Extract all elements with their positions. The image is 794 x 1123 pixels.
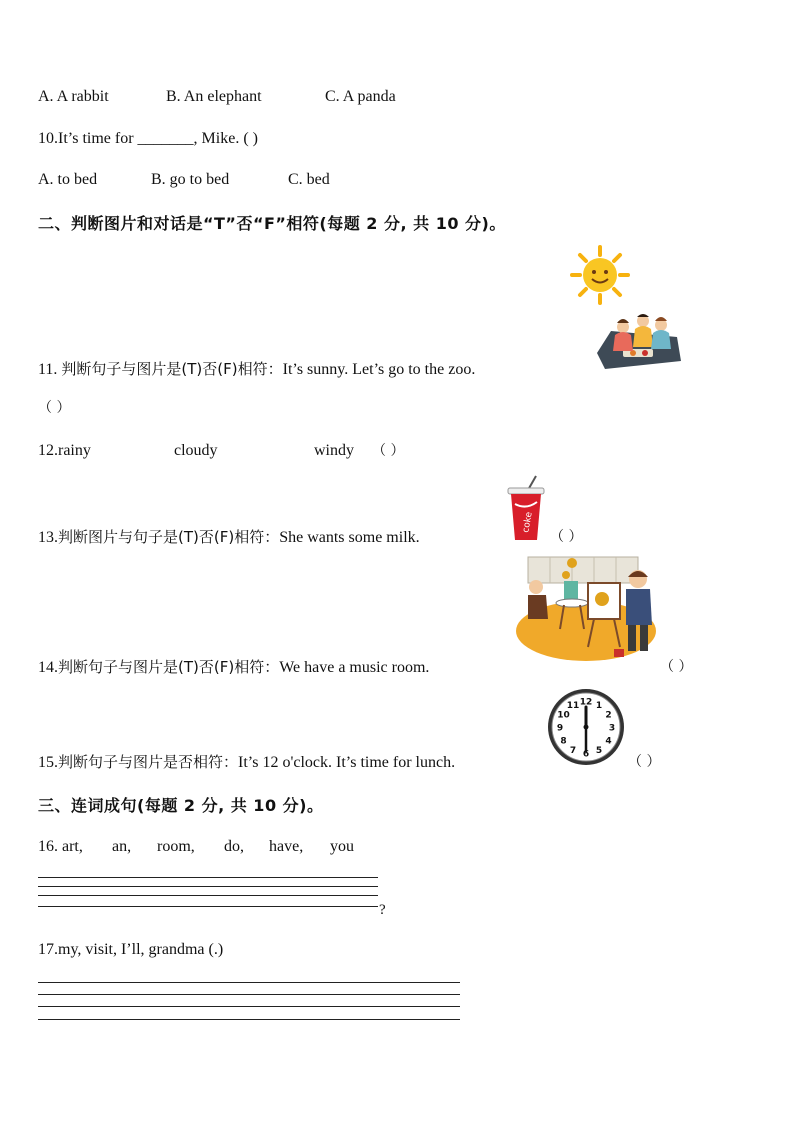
q16-word: have,	[269, 838, 304, 855]
q14-chinese-prompt: 判断句子与图片是(T)否(F)相符：	[58, 658, 280, 676]
q11-sentence: It’s sunny. Let’s go to the zoo.	[282, 361, 476, 378]
q9-option-c: C. A panda	[325, 88, 396, 105]
q15-sentence: It’s 12 o'clock. It’s time for lunch.	[238, 754, 456, 771]
q16-answer-line[interactable]	[38, 906, 378, 907]
q16-question-mark: ?	[379, 902, 386, 918]
clock-number: 4	[605, 736, 612, 747]
q17-answer-line[interactable]	[38, 1006, 460, 1007]
q15-line	[38, 752, 455, 773]
q16-answer-line[interactable]	[38, 886, 378, 887]
q17-answer-line[interactable]	[38, 994, 460, 995]
clock-number: 6	[582, 749, 590, 760]
q10-option-c: C. bed	[288, 171, 330, 188]
svg-text:coke: coke	[521, 511, 535, 534]
q11-answer-blank[interactable]: （ ）	[38, 400, 71, 416]
q16-answer-line[interactable]	[38, 895, 378, 896]
q13-line	[38, 527, 420, 548]
q10-option-b: B. go to bed	[151, 171, 230, 188]
q9-option-a: A. A rabbit	[38, 88, 109, 105]
q14-number: 14.	[38, 659, 58, 676]
q11-number: 11.	[38, 361, 62, 378]
q15-number: 15.	[38, 754, 58, 771]
q10-stem: 10.It’s time for _______, Mike. ( )	[38, 130, 258, 147]
q12-word-windy: windy	[314, 442, 354, 459]
cola-cup-image	[506, 476, 546, 544]
q14-answer-blank[interactable]: （ ）	[660, 659, 693, 675]
q12-answer-blank[interactable]: （ ）	[372, 443, 405, 459]
q16-word: you	[330, 838, 354, 855]
q10-option-a: A. to bed	[38, 171, 98, 188]
art-room-image	[514, 553, 664, 669]
clock-number: 5	[595, 746, 603, 756]
clock-image	[546, 687, 626, 767]
q12-word-cloudy: cloudy	[174, 442, 218, 459]
q17-stem: 17.my, visit, I’ll, grandma (.)	[38, 941, 224, 958]
clock-number: 10	[557, 710, 570, 721]
q16-word: 16. art,	[38, 838, 83, 855]
clock-number: 8	[560, 736, 567, 747]
clock-number: 1	[595, 701, 603, 711]
q14-line	[38, 657, 429, 678]
clock-number: 9	[556, 723, 564, 734]
q15-chinese-prompt: 判断句子与图片是否相符：	[58, 753, 239, 771]
clock-number: 3	[608, 723, 616, 734]
q16-word: room,	[157, 838, 195, 855]
q11-chinese-prompt: 判断句子与图片是(T)否(F)相符：	[61, 360, 283, 378]
clock-number: 2	[605, 710, 612, 721]
q13-chinese-prompt: 判断图片与句子是(T)否(F)相符：	[58, 528, 280, 546]
q15-answer-blank[interactable]: （ ）	[628, 754, 661, 770]
q16-answer-line[interactable]	[38, 877, 378, 878]
q11-line	[38, 359, 475, 380]
clock-number: 12	[579, 697, 593, 708]
q13-number: 13.	[38, 529, 58, 546]
q16-word: do,	[224, 838, 244, 855]
picnic-image	[593, 313, 685, 369]
clock-number: 7	[569, 746, 577, 756]
q13-answer-blank[interactable]: （ ）	[550, 529, 583, 545]
q13-sentence: She wants some milk.	[279, 529, 420, 546]
q12-word-rainy: 12.rainy	[38, 442, 91, 459]
q17-answer-line[interactable]	[38, 1019, 460, 1020]
q17-answer-line[interactable]	[38, 982, 460, 983]
section-3-heading: 三、连词成句(每题 2 分, 共 10 分)。	[38, 796, 324, 815]
clock-number: 11	[566, 701, 580, 711]
q9-option-b: B. An elephant	[166, 88, 262, 105]
section-2-heading: 二、判断图片和对话是“T”否“F”相符(每题 2 分, 共 10 分)。	[38, 214, 506, 233]
sun-icon	[570, 245, 630, 305]
q16-word: an,	[112, 838, 132, 855]
q14-sentence: We have a music room.	[279, 659, 430, 676]
